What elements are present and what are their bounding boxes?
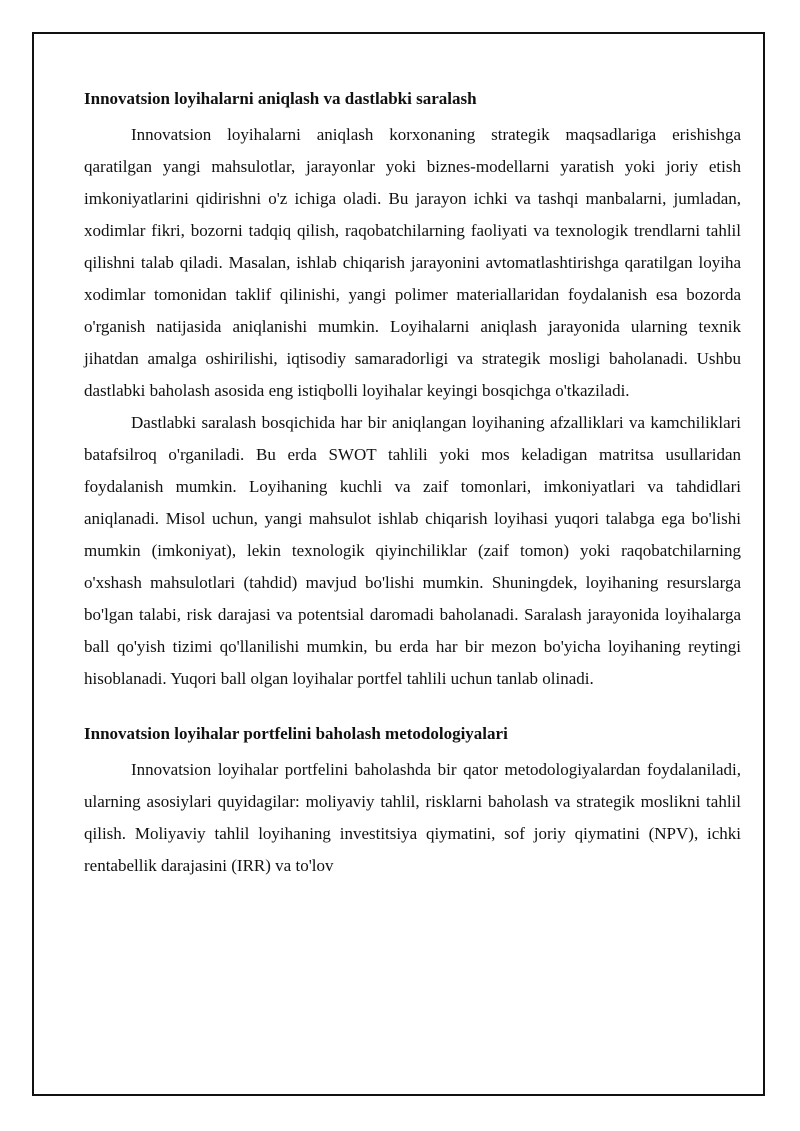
section-2-paragraph-1: Innovatsion loyihalar portfelini baholashda bir qator metodologiyalardan foydalaniladi, ularning asosiylari quyidagilar: moliyaviy tahlil, risklarni baholash va strategik moslikni tahlil qilish. Moliyaviy tahlil loyihaning investitsiya qiymatini, sof joriy qiymatini (NPV), ichki rentabellik darajasini (IRR) va to'lov (84, 760, 741, 875)
section-heading-2: Innovatsion loyihalar portfelini baholash metodologiyalari (84, 724, 508, 743)
section-heading-1: Innovatsion loyihalarni aniqlash va dastlabki saralash (84, 89, 477, 108)
section-1-paragraph-2: Dastlabki saralash bosqichida har bir aniqlangan loyihaning afzalliklari va kamchiliklari batafsilroq o'rganiladi. Bu erda SWOT tahlili yoki mos keladigan matritsa usullaridan foydalanish mumkin. Loyihaning kuchli va zaif tomonlari, imkoniyatlari va tahdidlari aniqlanadi. Misol uchun, yangi mahsulot ishlab chiqarish loyihasi yuqori talabga ega bo'lishi mumkin (imkoniyat), lekin texnologik qiyinchiliklar (zaif tomon) yoki raqobatchilarning o'xshash mahsulotlari (tahdid) mavjud bo'lishi mumkin. Shuningdek, loyihaning resurslarga bo'lgan talabi, risk darajasi va potentsial daromadi baholanadi. Saralash jarayonida loyihalarga ball qo'yish tizimi qo'llanilishi mumkin, bu erda har bir mezon bo'yicha loyihaning reytingi hisoblanadi. Yuqori ball olgan loyihalar portfel tahlili uchun tanlab olinadi. (84, 413, 741, 688)
document-body (84, 80, 741, 882)
section-1-paragraph-1: Innovatsion loyihalarni aniqlash korxonaning strategik maqsadlariga erishishga qaratilgan yangi mahsulotlar, jarayonlar yoki biznes-modellarni yaratish yoki joriy etish imkoniyatlarini qidirishni o'z ichiga oladi. Bu jarayon ichki va tashqi manbalarni, jumladan, xodimlar fikri, bozorni tadqiq qilish, raqobatchilarning faoliyati va texnologik trendlarni tahlil qilishni talab qiladi. Masalan, ishlab chiqarish jarayonini avtomatlashtirishga qaratilgan loyiha xodimlar tomonidan taklif qilinishi, yangi polimer materiallaridan foydalanish esa bozorda o'rganish natijasida aniqlanishi mumkin. Loyihalarni aniqlash jarayonida ularning texnik jihatdan amalga oshirilishi, iqtisodiy samaradorligi va strategik mosligi baholanadi. Ushbu dastlabki baholash asosida eng istiqbolli loyihalar keyingi bosqichga o'tkaziladi. (84, 125, 741, 400)
